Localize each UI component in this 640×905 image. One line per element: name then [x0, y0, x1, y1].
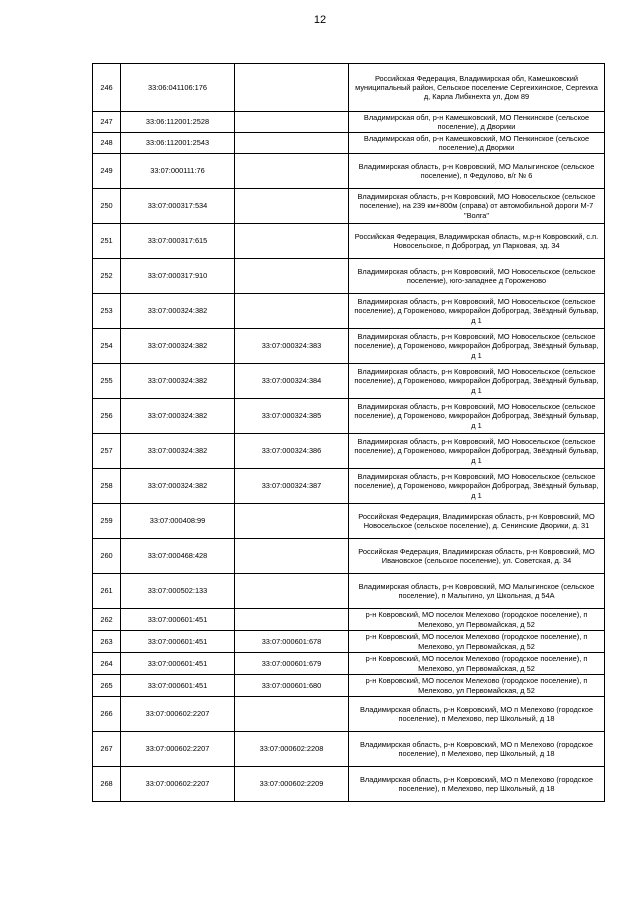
row-number-cell: 258 [93, 469, 121, 504]
cadastral-number-cell: 33:07:000602:2207 [121, 732, 235, 767]
cadastral-number-cell: 33:07:000324:382 [121, 294, 235, 329]
table-row [93, 574, 605, 609]
address-cell: Владимирская область, р-н Ковровский, МО Новосельское (сельское поселение), д Гороженово, микрорайон Доброград, Звёздный бульвар, д 1 [349, 399, 605, 434]
sub-cadastral-number-cell: 33:07:000601:679 [235, 653, 349, 675]
sub-cadastral-number-cell [235, 189, 349, 224]
table-row [93, 732, 605, 767]
sub-cadastral-number-cell [235, 64, 349, 112]
sub-cadastral-number-cell: 33:07:000601:678 [235, 631, 349, 653]
row-number-cell: 255 [93, 364, 121, 399]
cadastral-number-cell: 33:07:000324:382 [121, 364, 235, 399]
address-cell: р-н Ковровский, МО поселок Мелехово (городское поселение), п Мелехово, ул Первомайская, д 52 [349, 653, 605, 675]
address-cell: Владимирская область, р-н Ковровский, МО Новосельское (сельское поселение), д Гороженово, микрорайон Доброград, Звёздный бульвар, д 1 [349, 434, 605, 469]
table-row [93, 189, 605, 224]
address-cell: Владимирская обл, р-н Камешковский, МО Пенкинское (сельское поселение), д Дворики [349, 112, 605, 133]
address-cell: Владимирская область, р-н Ковровский, МО Новосельское (сельское поселение), д Гороженово, микрорайон Доброград, Звёздный бульвар, д 1 [349, 364, 605, 399]
address-cell: Владимирская область, р-н Ковровский, МО п Мелехово (городское поселение), п Мелехово, пер Школьный, д 18 [349, 732, 605, 767]
sub-cadastral-number-cell [235, 112, 349, 133]
sub-cadastral-number-cell [235, 574, 349, 609]
cadastral-number-cell: 33:07:000317:910 [121, 259, 235, 294]
row-number-cell: 259 [93, 504, 121, 539]
address-cell: Владимирская область, р-н Ковровский, МО Новосельское (сельское поселение), д Гороженово, микрорайон Доброград, Звёздный бульвар, д 1 [349, 294, 605, 329]
cadastral-number-cell: 33:07:000111:76 [121, 154, 235, 189]
table-row [93, 653, 605, 675]
cadastral-number-cell: 33:07:000601:451 [121, 631, 235, 653]
table-row [93, 539, 605, 574]
cadastral-number-cell: 33:07:000602:2207 [121, 767, 235, 802]
cadastral-number-cell: 33:07:000468:428 [121, 539, 235, 574]
row-number-cell: 256 [93, 399, 121, 434]
row-number-cell: 247 [93, 112, 121, 133]
cadastral-number-cell: 33:07:000324:382 [121, 329, 235, 364]
cadastral-number-cell: 33:07:000602:2207 [121, 697, 235, 732]
row-number-cell: 246 [93, 64, 121, 112]
row-number-cell: 248 [93, 133, 121, 154]
row-number-cell: 250 [93, 189, 121, 224]
table-row [93, 364, 605, 399]
table-row [93, 767, 605, 802]
sub-cadastral-number-cell [235, 697, 349, 732]
table-row [93, 469, 605, 504]
row-number-cell: 253 [93, 294, 121, 329]
sub-cadastral-number-cell [235, 609, 349, 631]
cadastral-number-cell: 33:07:000601:451 [121, 653, 235, 675]
address-cell: Владимирская область, р-н Ковровский, МО Малыгинское (сельское поселение), п Малыгино, ул Школьная, д 54А [349, 574, 605, 609]
cadastral-number-cell: 33:07:000317:534 [121, 189, 235, 224]
cadastral-number-cell: 33:06:112001:2528 [121, 112, 235, 133]
table-row [93, 504, 605, 539]
sub-cadastral-number-cell: 33:07:000324:387 [235, 469, 349, 504]
row-number-cell: 262 [93, 609, 121, 631]
table-row [93, 697, 605, 732]
address-cell: Российская Федерация, Владимирская область, р-н Ковровский, МО Новосельское (сельское поселение), д. Сенинские Дворики, д. 31 [349, 504, 605, 539]
sub-cadastral-number-cell [235, 224, 349, 259]
sub-cadastral-number-cell [235, 133, 349, 154]
sub-cadastral-number-cell [235, 539, 349, 574]
sub-cadastral-number-cell: 33:07:000324:383 [235, 329, 349, 364]
address-cell: Владимирская область, р-н Ковровский, МО Новосельское (сельское поселение), юго-западнее д Гороженово [349, 259, 605, 294]
sub-cadastral-number-cell: 33:07:000324:386 [235, 434, 349, 469]
row-number-cell: 263 [93, 631, 121, 653]
address-cell: Российская Федерация, Владимирская область, р-н Ковровский, МО Ивановское (сельское поселение), ул. Советская, д. 34 [349, 539, 605, 574]
sub-cadastral-number-cell: 33:07:000324:384 [235, 364, 349, 399]
row-number-cell: 260 [93, 539, 121, 574]
sub-cadastral-number-cell [235, 259, 349, 294]
table-row [93, 631, 605, 653]
table-row [93, 224, 605, 259]
row-number-cell: 254 [93, 329, 121, 364]
table-row [93, 294, 605, 329]
row-number-cell: 257 [93, 434, 121, 469]
row-number-cell: 251 [93, 224, 121, 259]
address-cell: Владимирская область, р-н Ковровский, МО Малыгинское (сельское поселение), п Федулово, в/г № 6 [349, 154, 605, 189]
address-cell: Владимирская область, р-н Ковровский, МО Новосельское (сельское поселение), д Гороженово, микрорайон Доброград, Звёздный бульвар, д 1 [349, 329, 605, 364]
address-cell: р-н Ковровский, МО поселок Мелехово (городское поселение), п Мелехово, ул Первомайская, д 52 [349, 675, 605, 697]
table-row [93, 329, 605, 364]
row-number-cell: 265 [93, 675, 121, 697]
cadastral-number-cell: 33:07:000408:99 [121, 504, 235, 539]
cadastral-number-cell: 33:07:000317:615 [121, 224, 235, 259]
cadastral-number-cell: 33:06:041106:176 [121, 64, 235, 112]
sub-cadastral-number-cell [235, 294, 349, 329]
address-cell: Российская Федерация, Владимирская область, м.р-н Ковровский, с.п. Новосельское, п Доброград, ул Парковая, зд. 34 [349, 224, 605, 259]
address-cell: Владимирская область, р-н Ковровский, МО п Мелехово (городское поселение), п Мелехово, пер Школьный, д 18 [349, 697, 605, 732]
cadastral-number-cell: 33:07:000324:382 [121, 399, 235, 434]
sub-cadastral-number-cell: 33:07:000324:385 [235, 399, 349, 434]
sub-cadastral-number-cell [235, 154, 349, 189]
address-cell: р-н Ковровский, МО поселок Мелехово (городское поселение), п Мелехово, ул Первомайская, д 52 [349, 609, 605, 631]
cadastral-number-cell: 33:06:112001:2543 [121, 133, 235, 154]
row-number-cell: 249 [93, 154, 121, 189]
cadastral-number-cell: 33:07:000324:382 [121, 469, 235, 504]
table-row [93, 434, 605, 469]
cadastral-number-cell: 33:07:000601:451 [121, 609, 235, 631]
row-number-cell: 268 [93, 767, 121, 802]
table-row [93, 133, 605, 154]
sub-cadastral-number-cell: 33:07:000602:2209 [235, 767, 349, 802]
address-cell: Владимирская область, р-н Ковровский, МО п Мелехово (городское поселение), п Мелехово, пер Школьный, д 18 [349, 767, 605, 802]
table-row [93, 154, 605, 189]
row-number-cell: 261 [93, 574, 121, 609]
cadastral-number-cell: 33:07:000601:451 [121, 675, 235, 697]
address-cell: Владимирская обл, р-н Камешковский, МО Пенкинское (сельское поселение),д Дворики [349, 133, 605, 154]
registry-table-body [93, 64, 605, 802]
row-number-cell: 264 [93, 653, 121, 675]
page-number: 12 [313, 14, 327, 26]
sub-cadastral-number-cell: 33:07:000601:680 [235, 675, 349, 697]
table-row [93, 112, 605, 133]
address-cell: Российская Федерация, Владимирская обл, Камешковский муниципальный район, Сельское поселение Сергеихинское, Сергеиха д, Карла Либкнехта ул, Дом 89 [349, 64, 605, 112]
cadastral-number-cell: 33:07:000324:382 [121, 434, 235, 469]
table-row [93, 609, 605, 631]
table-row [93, 64, 605, 112]
address-cell: Владимирская область, р-н Ковровский, МО Новосельское (сельское поселение), на 239 км+800м (справа) от автомобильной дороги М-7 "Волга" [349, 189, 605, 224]
address-cell: Владимирская область, р-н Ковровский, МО Новосельское (сельское поселение), д Гороженово, микрорайон Доброград, Звёздный бульвар, д 1 [349, 469, 605, 504]
table-row [93, 675, 605, 697]
row-number-cell: 267 [93, 732, 121, 767]
cadastral-number-cell: 33:07:000502:133 [121, 574, 235, 609]
table-row [93, 259, 605, 294]
registry-table [92, 63, 605, 802]
row-number-cell: 252 [93, 259, 121, 294]
sub-cadastral-number-cell [235, 504, 349, 539]
table-row [93, 399, 605, 434]
address-cell: р-н Ковровский, МО поселок Мелехово (городское поселение), п Мелехово, ул Первомайская, д 52 [349, 631, 605, 653]
row-number-cell: 266 [93, 697, 121, 732]
sub-cadastral-number-cell: 33:07:000602:2208 [235, 732, 349, 767]
